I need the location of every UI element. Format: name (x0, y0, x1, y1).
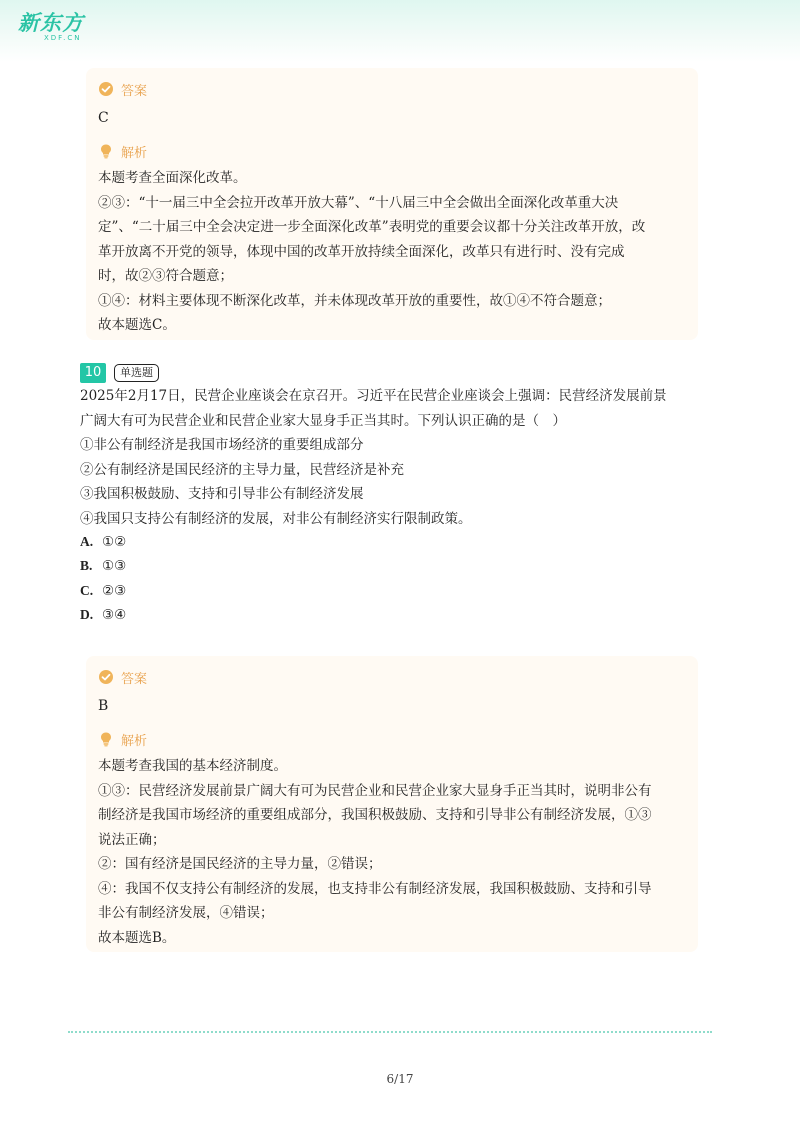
stem-line: 2025年2月17日，民营企业座谈会在京召开。习近平在民营企业座谈会上强调：民营经济发展前景 (80, 388, 667, 404)
option-key: D. (80, 606, 94, 622)
explanation-line: 革开放离不开党的领导，体现中国的改革开放持续全面深化，改革只有进行时、没有完成 (98, 243, 625, 260)
answer-card-1 (86, 68, 698, 340)
answer-value: C (98, 110, 109, 126)
explain-tag-label: 解析 (121, 733, 148, 749)
answer-tag-label: 答案 (121, 83, 148, 99)
lightbulb-icon (98, 143, 114, 159)
question-options (80, 530, 126, 627)
explain-tag (98, 140, 684, 162)
explanation-line: 制经济是我国市场经济的重要组成部分，我国积极鼓励、支持和引导非公有制经济发展，①③ (98, 807, 652, 823)
option-key: B. (80, 558, 93, 574)
footer-divider (68, 1031, 712, 1033)
option-text: ①③ (102, 558, 127, 575)
explanation-text (98, 754, 684, 950)
option-key: C. (80, 582, 94, 598)
question-stem (80, 384, 700, 531)
question-number: 10 (80, 363, 106, 383)
explain-tag-label: 解析 (121, 145, 148, 161)
option-key: A. (80, 534, 94, 549)
answer-value: B (98, 698, 109, 714)
explanation-line: 故本题选B。 (98, 929, 176, 946)
answer-tag-label: 答案 (121, 671, 148, 687)
brand-logo (18, 12, 84, 42)
explanation-line: 本题考查全面深化改革。 (98, 170, 247, 186)
page-header (0, 0, 800, 62)
stem-line: ④我国只支持公有制经济的发展，对非公有制经济实行限制政策。 (80, 510, 472, 527)
explanation-line: 非公有制经济发展，④错误； (98, 905, 274, 921)
option-d[interactable] (80, 603, 126, 627)
explanation-line: 时，故②③符合题意； (98, 268, 233, 284)
explain-tag (98, 728, 684, 750)
stem-line: ③我国积极鼓励、支持和引导非公有制经济发展 (80, 486, 364, 502)
answer-tag (98, 666, 684, 688)
option-text: ①② (102, 534, 127, 550)
explanation-line: 定”、“二十届三中全会决定进一步全面深化改革”表明党的重要会议都十分关注改革开放，改 (98, 219, 646, 235)
explanation-line: 本题考查我国的基本经济制度。 (98, 758, 287, 774)
question-type-badge: 单选题 (114, 364, 159, 382)
option-text: ②③ (102, 582, 127, 599)
check-badge-icon (98, 81, 114, 97)
stem-line: ②公有制经济是国民经济的主导力量，民营经济是补充 (80, 461, 404, 478)
option-b[interactable] (80, 554, 126, 578)
explanation-line: ②③：“十一届三中全会拉开改革开放大幕”、“十八届三中全会做出全面深化改革重大决 (98, 194, 619, 211)
stem-line: ①非公有制经济是我国市场经济的重要组成部分 (80, 437, 364, 453)
explanation-line: ①④：材料主要体现不断深化改革，并未体现改革开放的重要性，故①④不符合题意； (98, 292, 611, 309)
stem-line: 广阔大有可为民营企业和民营企业家大显身手正当其时。下列认识正确的是（ ） (80, 412, 566, 429)
question-header (80, 363, 159, 383)
answer-tag (98, 78, 684, 100)
option-text: ③④ (102, 606, 127, 623)
explanation-line: ④：我国不仅支持公有制经济的发展，也支持非公有制经济发展，我国积极鼓励、支持和引导 (98, 880, 652, 897)
explanation-text (98, 166, 684, 338)
lightbulb-icon (98, 731, 114, 747)
answer-card-2 (86, 656, 698, 952)
check-badge-icon (98, 669, 114, 685)
brand-sub: XDF.CN (44, 34, 82, 42)
explanation-line: ②：国有经济是国民经济的主导力量，②错误； (98, 856, 382, 872)
explanation-line: ①③：民营经济发展前景广阔大有可为民营企业和民营企业家大显身手正当其时，说明非公有 (98, 782, 652, 799)
page-number: 6/17 (386, 1072, 414, 1086)
explanation-line: 故本题选C。 (98, 317, 176, 333)
explanation-line: 说法正确； (98, 831, 166, 848)
option-a[interactable] (80, 530, 126, 554)
option-c[interactable] (80, 579, 126, 603)
brand-name: 新东方 (18, 11, 84, 35)
